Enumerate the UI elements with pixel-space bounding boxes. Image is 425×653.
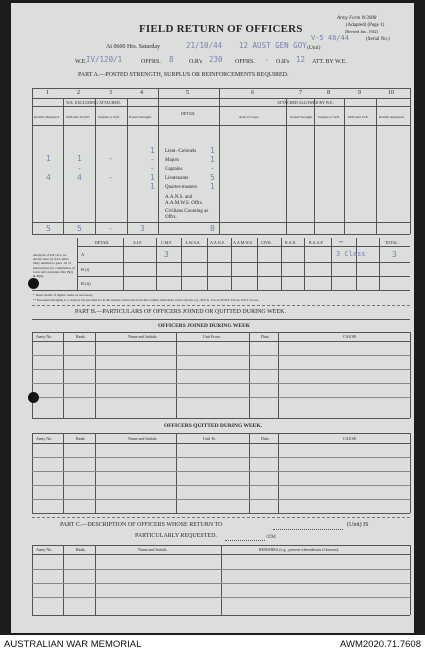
ors-label: O.R's [189, 59, 203, 65]
joined-vline [63, 332, 64, 418]
table-a-vline [344, 98, 345, 234]
joined-row-rule [32, 355, 410, 356]
quitted-vline [63, 433, 64, 513]
joined-col-header: Date. [261, 334, 270, 339]
analysis-footnote: * Insert detail of higher ranks as necessary. [33, 293, 94, 297]
col5-value: 1 [210, 155, 215, 164]
quitted-bottom-rule [32, 513, 410, 514]
col2-value: - [77, 164, 82, 173]
joined-row-rule [32, 369, 410, 370]
analysis-header: R.A.A.F. [309, 240, 324, 245]
analysis-raaf-value: 3 Class [336, 250, 366, 258]
table-a-vline [95, 98, 96, 234]
part-c-col-header: Rank. [76, 547, 86, 552]
part-c-bottom-rule [32, 615, 410, 616]
quitted-row-rule [32, 499, 410, 500]
quitted-col-header: Unit To. [203, 436, 217, 441]
punch-hole [28, 278, 39, 289]
quitted-vline [95, 433, 96, 513]
col-number: 5 [186, 90, 189, 96]
offrs2-handwritten: - [265, 55, 270, 64]
col4-value: - [150, 164, 155, 173]
detail-header: DETAIL [181, 111, 196, 116]
joined-bottom-rule [32, 418, 410, 419]
table-a-total-rule [32, 222, 410, 223]
analysis-header: A.W.A.S. [185, 240, 201, 245]
joined-vline [32, 332, 33, 418]
joined-row-rule [32, 397, 410, 398]
table-a-vline [286, 98, 287, 234]
quitted-col-header: Date. [261, 436, 270, 441]
table-a-num-rule [32, 98, 410, 99]
quitted-vline [32, 433, 33, 513]
col2-value: 4 [77, 173, 82, 182]
table-a-vline [127, 98, 128, 234]
col-number: 3 [109, 90, 112, 96]
quitted-col-header: Army No. [36, 436, 53, 441]
part-b-divider [32, 305, 410, 306]
ors2-label: O.R's [276, 59, 290, 65]
quitted-heading: OFFICERS QUITTED DURING WEEK. [164, 423, 262, 429]
part-c-vline [410, 545, 411, 615]
part-c-vline [32, 545, 33, 615]
table-a-vline [314, 98, 315, 234]
col4-value: 1 [150, 182, 155, 191]
analysis-vline [156, 238, 157, 290]
joined-heading: OFFICERS JOINED DURING WEEK [158, 323, 251, 329]
form-adapted: (Adapted) (Page 1) [346, 23, 385, 28]
analysis-row-label: B (ii) [81, 281, 91, 286]
col5-value: 1 [210, 146, 215, 155]
part-c-line1: PART C.—DESCRIPTION OF OFFICERS WHOSE RETURN TO [60, 522, 223, 528]
part-c-divider [32, 517, 410, 518]
analysis-rule [77, 262, 410, 263]
unit-handwritten: 12 AUST GEN GOY [239, 41, 307, 50]
punch-hole [28, 392, 39, 403]
quitted-col-header: Rank. [76, 436, 86, 441]
rank-label: Lieut.-Colonels [165, 149, 197, 154]
joined-row-rule [32, 383, 410, 384]
rank-label: A.A.N.S. and A.A.M.W.S. Offrs. [165, 195, 203, 206]
form-title: FIELD RETURN OF OFFICERS [139, 23, 303, 35]
rank-label: Lieutenants [165, 176, 189, 181]
form-revised: (Revised Jan., 1942) [345, 29, 378, 34]
table-a-bottom-rule [32, 234, 410, 235]
ors2-handwritten: 12 [296, 55, 306, 64]
rank-label: Captains [165, 167, 183, 172]
analysis-row-label: B (i) [81, 267, 90, 272]
col4-value: 1 [150, 173, 155, 182]
analysis-footnote: ** Personnel belonging to a category not provided for in the analysis will be shown in this column. Particulars will be shown, e.g., M.U.K. Forces; H.M.F. Forces, N.E.I. Forces. [33, 298, 259, 302]
joined-col-header: Army No. [36, 334, 53, 339]
analysis-vline [123, 238, 124, 290]
col-number: 6 [251, 90, 254, 96]
part-c-row-rule [32, 569, 410, 570]
sub-header: Posted Strength. [129, 115, 152, 119]
offrs-handwritten: 8 [169, 55, 174, 64]
quitted-vline [410, 433, 411, 513]
sub-header: Arm or Corps. [239, 115, 260, 119]
army-form-number: Army Form W.3008 [337, 16, 377, 21]
total-value: 8 [210, 224, 215, 233]
joined-header-rule [32, 332, 410, 333]
part-c-row-rule [32, 597, 410, 598]
serial-label: (Serial No.) [366, 37, 390, 42]
sub-header: Surplus to W.E. [98, 115, 120, 119]
col4-value: - [150, 155, 155, 164]
joined-col-header: Rank. [76, 334, 86, 339]
part-b-title: PART B.—PARTICULARS OF OFFICERS JOINED OR QUITTED DURING WEEK. [75, 309, 286, 315]
col3-value: - [108, 173, 113, 182]
part-a-title: PART A.—POSTED STRENGTH, SURPLUS OR REINFORCEMENTS REQUIRED. [78, 72, 289, 78]
joined-vline [278, 332, 279, 418]
archive-footer [0, 635, 425, 653]
total-value: - [108, 224, 113, 233]
analysis-vline [257, 238, 258, 290]
analysis-vline [331, 238, 332, 290]
attached-allowed-header: ATTACHED ALLOWED BY W.E. [277, 100, 334, 105]
quitted-vline [278, 433, 279, 513]
table-a-vline [376, 98, 377, 234]
rank-label: Majors [165, 158, 180, 163]
col4-value: 1 [150, 146, 155, 155]
analysis-header: A.A.N.S. [210, 240, 225, 245]
analysis-cmf-value: 3 [164, 250, 169, 259]
part-c-vline [221, 545, 222, 615]
sub-header: Posted Strength. [290, 115, 313, 119]
quitted-header-rule [32, 443, 410, 444]
analysis-vline [181, 238, 182, 290]
analysis-header: CIVIL. [261, 240, 273, 245]
quitted-vline [176, 433, 177, 513]
joined-vline [176, 332, 177, 418]
total-value: 5 [77, 224, 82, 233]
part-c-row-rule [32, 583, 410, 584]
form-sheet [11, 3, 414, 633]
sub-header: Deficient in W.E. [66, 115, 91, 119]
analysis-vline [207, 238, 208, 290]
total-value: 3 [140, 224, 145, 233]
analysis-header: R.A.N. [285, 240, 297, 245]
part-c-col-header: Army No. [36, 547, 53, 552]
joined-vline [249, 332, 250, 418]
quitted-col-header: Name and Initials. [128, 436, 158, 441]
col-number: 2 [77, 90, 80, 96]
analysis-vline [77, 238, 78, 290]
offrs-label: OFFRS. [141, 59, 161, 65]
table-a-sub-rule [32, 125, 410, 126]
table-a-top-rule [32, 88, 410, 89]
col5-value: - [210, 164, 215, 173]
archive-name: AUSTRALIAN WAR MEMORIAL [4, 639, 142, 650]
part-c-unit-is: (Unit) IS [347, 522, 369, 528]
joined-vline [410, 332, 411, 418]
table-a-vline [219, 88, 220, 234]
col-number: 7 [299, 90, 302, 96]
col2-value: 1 [77, 154, 82, 163]
col-number: 8 [327, 90, 330, 96]
col-number: 10 [388, 90, 394, 96]
joined-vline [95, 332, 96, 418]
att-label: ATT. BY W.E. [312, 59, 347, 65]
analysis-header: ** [339, 240, 343, 245]
we-label: W.E. [75, 59, 87, 65]
col1-value: 1 [46, 154, 51, 163]
we-excluding-header: W.E. EXCLUDING ATTACHED. [66, 100, 121, 105]
rank-label: Civilians Counting as Offrs. [165, 209, 209, 220]
joined-col-header: CAUSE. [343, 334, 358, 339]
part-c-vline [63, 545, 64, 615]
offrs2-label: OFFRS. [235, 59, 255, 65]
part-b-rule [32, 319, 410, 320]
sub-header: Deficient W.E. [348, 115, 369, 119]
analysis-total-value: 3 [392, 250, 397, 259]
joined-header-rule [32, 341, 410, 342]
analysis-vline [304, 238, 305, 290]
part-c-date-blank [225, 540, 265, 541]
quitted-header-rule [32, 433, 410, 434]
analysis-vline [379, 238, 380, 290]
serial-handwritten: V-5 48/44 [311, 34, 349, 42]
quitted-col-header: CAUSE. [343, 436, 358, 441]
analysis-row-label: A [81, 252, 85, 257]
analysis-vline [356, 238, 357, 290]
analysis-note: Analysis of Part A to be shown here by ALL units. Only entitled to para. 16 of instructions for completion of form will complete Part B(i) & B(ii). [33, 253, 75, 279]
part-c-vline [95, 545, 96, 615]
we-handwritten: IV/120/1 [86, 55, 123, 64]
quitted-row-rule [32, 457, 410, 458]
analysis-header: A.A.M.W.S. [233, 240, 253, 245]
table-a-vline [63, 98, 64, 234]
quitted-row-rule [32, 485, 410, 486]
at-hours-label: At 0600 Hrs. Saturday [106, 44, 160, 50]
total-value: 5 [46, 224, 51, 233]
quitted-row-rule [32, 471, 410, 472]
joined-col-header: Unit From. [203, 334, 221, 339]
part-c-date: /194 [266, 534, 276, 540]
ors-handwritten: 230 [209, 55, 223, 64]
table-a-group-rule [32, 106, 410, 107]
part-c-blank [273, 529, 343, 530]
col5-value: 1 [210, 182, 215, 191]
analysis-vline [281, 238, 282, 290]
rank-label: Quarter-masters [165, 185, 198, 190]
col-number: 9 [358, 90, 361, 96]
analysis-header: DETAIL [95, 240, 110, 245]
table-a-vline [410, 88, 411, 234]
part-c-line2: PARTICULARLY REQUESTED. [135, 533, 217, 539]
analysis-rule [32, 290, 410, 291]
table-a-vline [158, 88, 159, 234]
analysis-header: A.I.F. [133, 240, 143, 245]
analysis-header: C.M.F. [161, 240, 173, 245]
col-number: 4 [140, 90, 143, 96]
quitted-vline [249, 433, 250, 513]
part-c-col-header: REMARKS (e.g., present whereabouts if known). [259, 547, 339, 552]
date-handwritten: 21/10/44 [186, 41, 223, 50]
analysis-rule [77, 246, 410, 247]
joined-col-header: Name and Initials. [128, 334, 158, 339]
sub-header: Surplus to W.E. [318, 115, 340, 119]
table-a-vline [32, 88, 33, 234]
col-number: 1 [46, 90, 49, 96]
unit-label: (Unit) [307, 45, 321, 51]
col5-value: 5 [210, 173, 215, 182]
part-c-col-header: Name and Initials. [138, 547, 168, 552]
col1-value: 4 [46, 173, 51, 182]
analysis-header: TOTAL. [385, 240, 399, 245]
col3-value: - [108, 154, 113, 163]
analysis-vline [231, 238, 232, 290]
archive-reference: AWM2020.71.7608 [340, 639, 421, 650]
analysis-rule [77, 276, 410, 277]
sub-header: Rein'fts Required. [379, 115, 405, 119]
sub-header: Rein'fts Required. [34, 115, 60, 119]
